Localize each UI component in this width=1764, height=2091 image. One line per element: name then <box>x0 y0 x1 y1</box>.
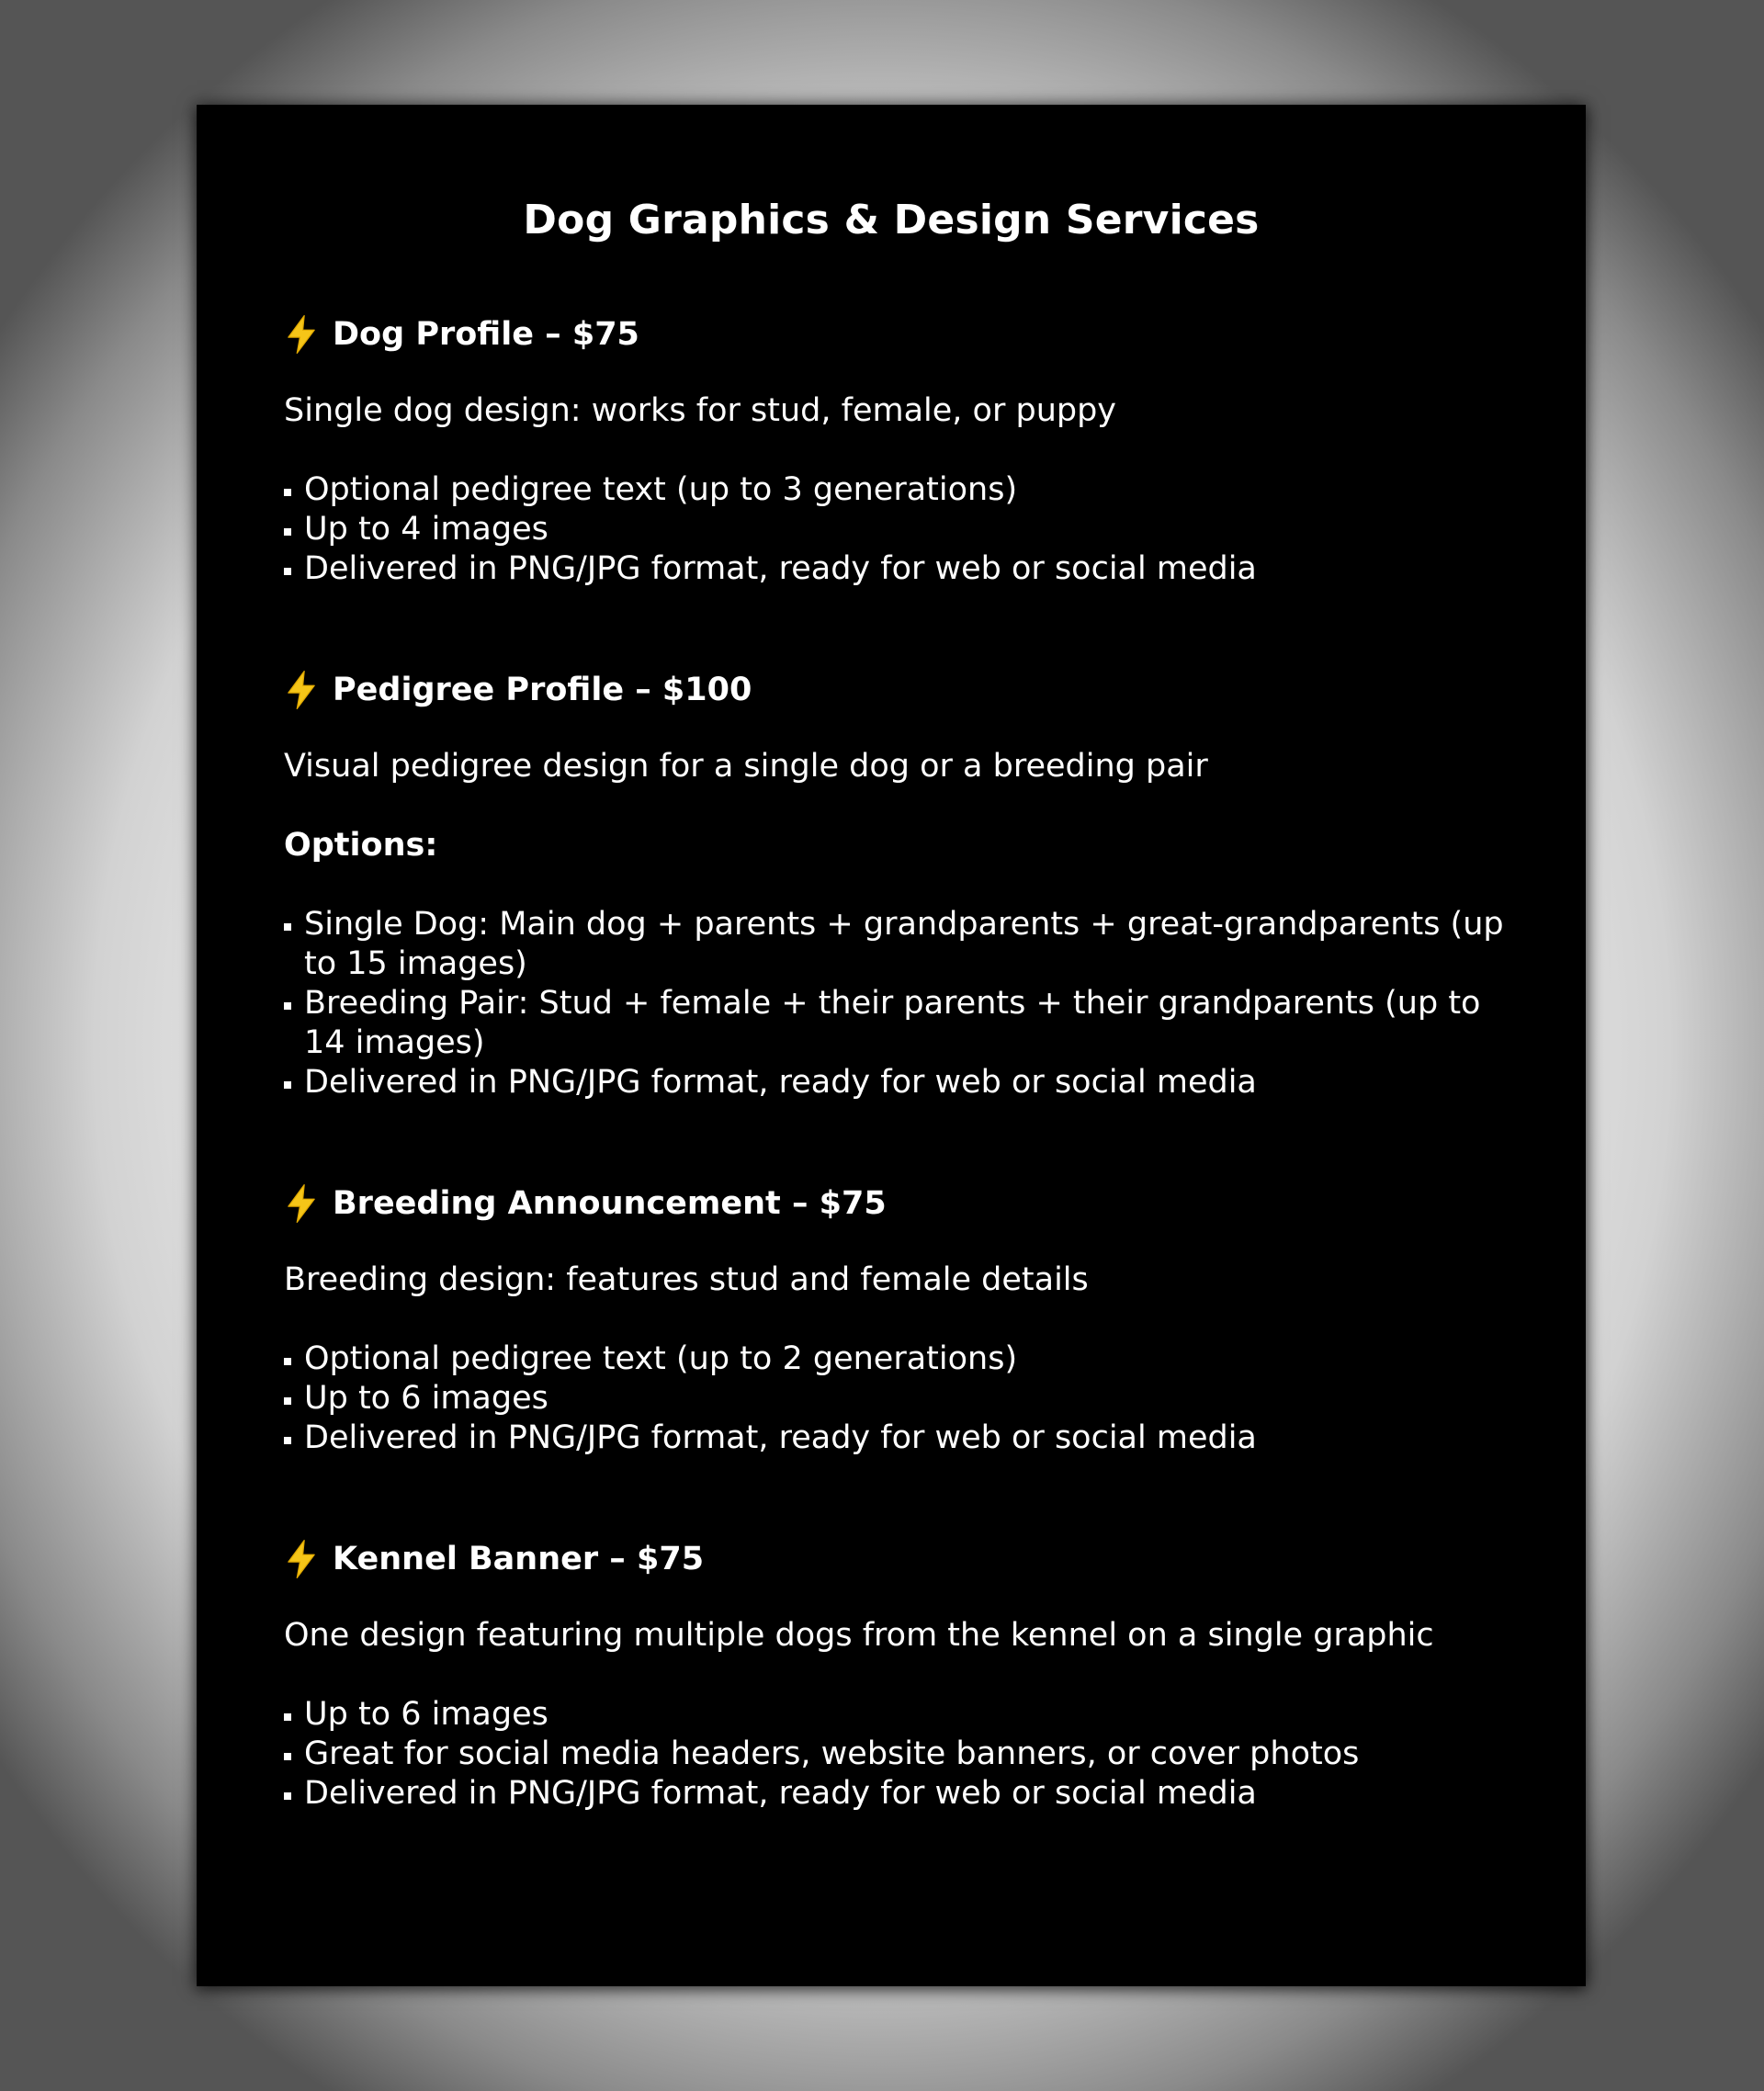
list-item: Single Dog: Main dog + parents + grandparents + great-grandparents (up to 15 images) <box>284 905 1524 984</box>
service-breeding-announcement <box>284 1181 1524 1458</box>
service-kennel-banner <box>284 1537 1524 1814</box>
page-title: Dog Graphics & Design Services <box>523 197 1260 243</box>
service-dog-profile <box>284 312 1524 589</box>
lightning-bolt-icon <box>284 314 319 355</box>
service-features-list <box>284 470 1524 589</box>
service-features-list <box>284 905 1524 1102</box>
service-heading-text: Dog Profile – $75 <box>333 316 639 353</box>
service-description: One design featuring multiple dogs from the kennel on a single graphic <box>284 1617 1434 1654</box>
lightning-bolt-icon <box>284 1183 319 1224</box>
service-features-list <box>284 1339 1524 1458</box>
lightning-bolt-icon <box>284 1539 319 1579</box>
service-heading-text: Breeding Announcement – $75 <box>333 1185 887 1222</box>
service-heading-text: Pedigree Profile – $100 <box>333 672 752 708</box>
service-description: Single dog design: works for stud, female, or puppy <box>284 392 1117 429</box>
document-sheet <box>197 105 1586 1986</box>
service-pedigree-profile <box>284 668 1524 1102</box>
service-heading <box>284 1537 1524 1581</box>
list-item: Breeding Pair: Stud + female + their parents + their grandparents (up to 14 images) <box>284 984 1524 1063</box>
list-item: Delivered in PNG/JPG format, ready for web or social media <box>284 549 1524 589</box>
lightning-bolt-icon <box>284 670 319 710</box>
service-heading <box>284 668 1524 712</box>
list-item: Delivered in PNG/JPG format, ready for web or social media <box>284 1063 1524 1102</box>
list-item: Delivered in PNG/JPG format, ready for web or social media <box>284 1774 1524 1814</box>
list-item: Up to 6 images <box>284 1379 1524 1418</box>
list-item: Optional pedigree text (up to 2 generations) <box>284 1339 1524 1379</box>
list-item: Up to 4 images <box>284 510 1524 549</box>
list-item: Delivered in PNG/JPG format, ready for web or social media <box>284 1418 1524 1458</box>
service-features-list <box>284 1695 1524 1814</box>
service-heading-text: Kennel Banner – $75 <box>333 1541 705 1577</box>
service-heading <box>284 1181 1524 1226</box>
service-description: Breeding design: features stud and female details <box>284 1261 1089 1298</box>
list-item: Up to 6 images <box>284 1695 1524 1735</box>
list-item: Optional pedigree text (up to 3 generations) <box>284 470 1524 510</box>
options-label: Options: <box>284 827 438 864</box>
service-description: Visual pedigree design for a single dog or a breeding pair <box>284 748 1208 785</box>
service-heading <box>284 312 1524 356</box>
list-item: Great for social media headers, website banners, or cover photos <box>284 1735 1524 1774</box>
